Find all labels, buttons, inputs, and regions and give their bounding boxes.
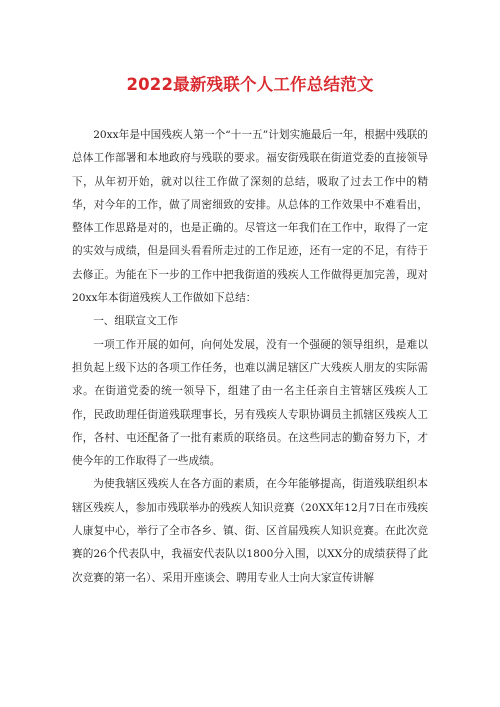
document-body (72, 124, 428, 590)
section-heading: 一、组联宣文工作 (93, 315, 178, 328)
paragraph-competition: 为使我辖区残疾人在各方面的素质，在今年能够提高，街道残联组织本辖区残疾人，参加市残联举办的残疾人知识竞赛（20XX年12月7日在市残疾人康复中心，举行了全市各乡、镇、街、区首届残疾人知识竞赛。在此次竞赛的26个代表队中，我福安代表队以1800分入围，以XX分的成绩获得了此次竞赛的第一名）、采用开座谈会、聘用专业人士向大家宣传讲解 (72, 478, 429, 584)
document-title: 2022最新残联个人工作总结范文 (126, 75, 374, 94)
paragraph-organization: 一项工作开展的如何，向何处发展，没有一个强硬的领导组织，是难以担负起上级下达的各项工作任务，也难以满足辖区广大残疾人朋友的实际需求。在街道党委的统一领导下，组建了由一名主任亲自主管辖区残疾人工作，民政助理任街道残联理事长，另有残疾人专职协调员主抓辖区残疾人工作，各村、屯还配备了一批有素质的联络员。在这些同志的勤奋努力下，才使今年的工作取得了一些成绩。 (72, 338, 428, 468)
paragraph-intro: 20xx年是中国残疾人第一个“十一五”计划实施最后一年，根据中残联的总体工作部署和本地政府与残联的要求。福安街残联在街道党委的直接领导下，从年初开始，就对以往工作做了深刻的总结，吸取了过去工作中的精华，对今年的工作，做了周密细致的安排。从总体的工作效果中不难看出，整体工作思路是对的，也是正确的。尽管这一年我们在工作中，取得了一定的实效与成绩，但是回头看看所走过的工作足迹，还有一定的不足，有待于去修正。为能在下一步的工作中把我街道的残疾人工作做得更加完善，现对20xx年本街道残疾人工作做如下总结： (72, 129, 428, 305)
